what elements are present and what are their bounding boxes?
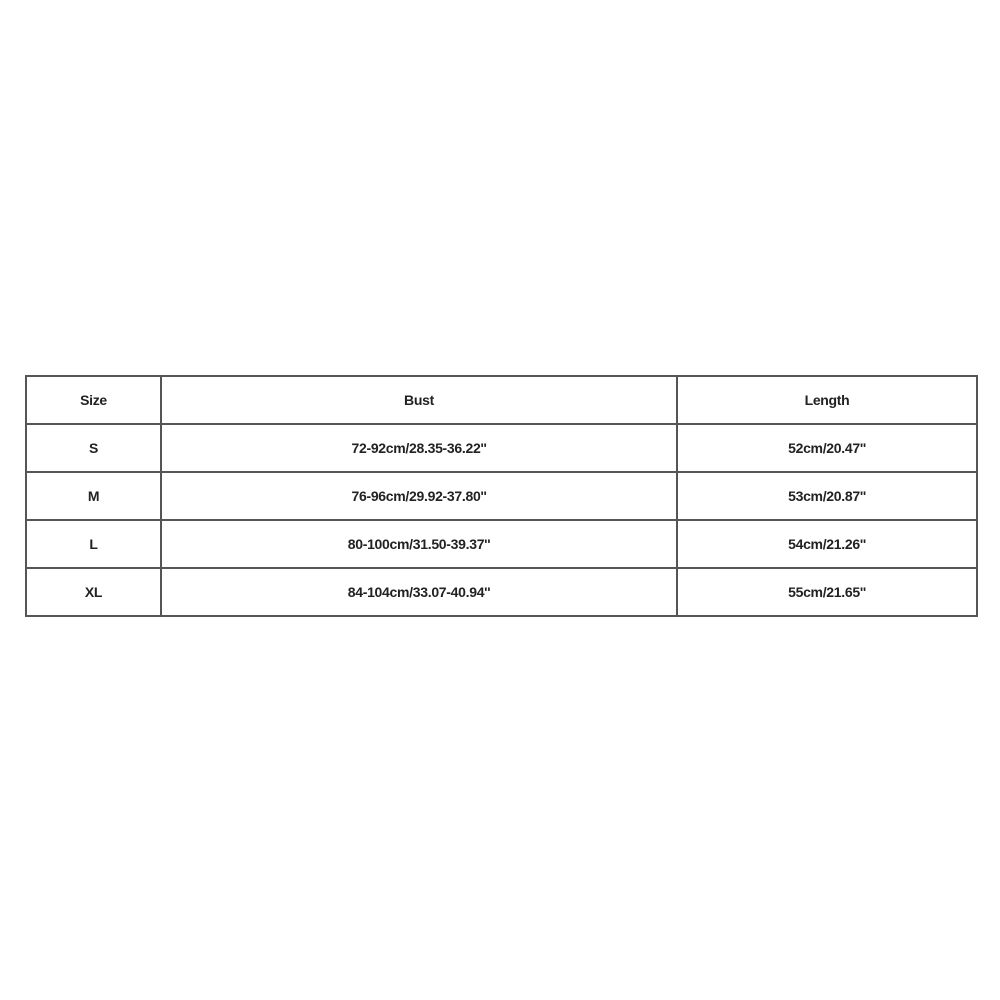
table-row: [26, 520, 977, 568]
table-header-row: [26, 376, 977, 424]
cell-length: 54cm/21.26'': [677, 520, 977, 568]
header-size: Size: [26, 376, 161, 424]
cell-bust: 80-100cm/31.50-39.37'': [161, 520, 677, 568]
header-length: Length: [677, 376, 977, 424]
cell-bust: 76-96cm/29.92-37.80'': [161, 472, 677, 520]
cell-length: 52cm/20.47'': [677, 424, 977, 472]
cell-bust: 72-92cm/28.35-36.22'': [161, 424, 677, 472]
size-chart-table: [25, 375, 978, 617]
table-row: [26, 472, 977, 520]
cell-size: M: [26, 472, 161, 520]
cell-length: 55cm/21.65'': [677, 568, 977, 616]
table-row: [26, 424, 977, 472]
header-bust: Bust: [161, 376, 677, 424]
cell-size: L: [26, 520, 161, 568]
cell-size: S: [26, 424, 161, 472]
cell-size: XL: [26, 568, 161, 616]
cell-bust: 84-104cm/33.07-40.94'': [161, 568, 677, 616]
cell-length: 53cm/20.87'': [677, 472, 977, 520]
table-row: [26, 568, 977, 616]
